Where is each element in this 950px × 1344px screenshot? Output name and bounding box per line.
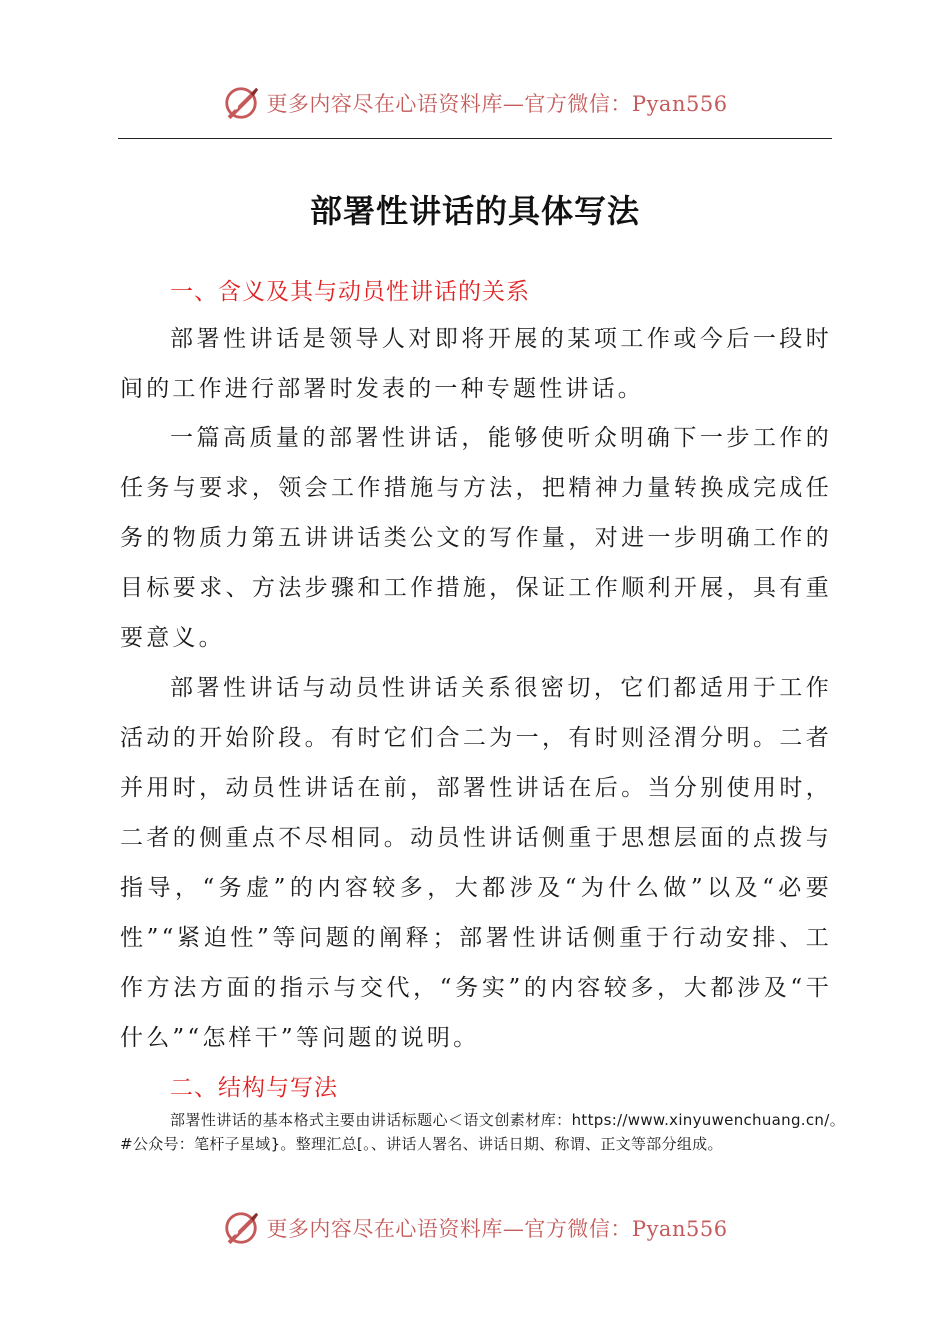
- section-heading-1: 一、含义及其与动员性讲话的关系: [170, 279, 530, 305]
- paragraph: 部署性讲话是领导人对即将开展的某项工作或今后一段时间的工作进行部署时发表的一种专题性讲话。: [120, 326, 832, 402]
- header-rule: [118, 138, 832, 139]
- paragraph: 一篇高质量的部署性讲话，能够使听众明确下一步工作的任务与要求，领会工作措施与方法，把精神力量转换成完成任务的物质力第五讲讲话类公文的写作量，对进一步明确工作的目标要求、方法步骤和工作措施，保证工作顺利开展，具有重要意义。: [120, 425, 832, 651]
- footer-watermark: [0, 1203, 950, 1253]
- header-watermark: [0, 78, 950, 128]
- paragraph-small: 部署性讲话的基本格式主要由讲话标题心＜语文创素材库：https://www.xinyuwenchuang.cn/。#公众号：笔杆子星域}。整理汇总[。、讲话人署名、讲话日期、称谓、正文等部分组成。: [120, 1111, 845, 1153]
- section-heading-2: 二、结构与写法: [170, 1075, 338, 1101]
- watermark-text: 更多内容尽在心语资料库—官方微信：Pyan556: [266, 1217, 728, 1241]
- document-title: 部署性讲话的具体写法: [309, 192, 640, 230]
- paragraph: 部署性讲话与动员性讲话关系很密切，它们都适用于工作活动的开始阶段。有时它们合二为一，有时则泾渭分明。二者并用时，动员性讲话在前，部署性讲话在后。当分别使用时，二者的侧重点不尽相同。动员性讲话侧重于思想层面的点拨与指导，“务虚”的内容较多，大都涉及“为什么做”以及“必要性”“紧迫性”等问题的阐释；部署性讲话侧重于行动安排、工作方法方面的指示与交代，“务实”的内容较多，大都涉及“干什么”“怎样干”等问题的说明。: [120, 675, 832, 1051]
- watermark-text: 更多内容尽在心语资料库—官方微信：Pyan556: [266, 92, 728, 116]
- pen-logo-icon: [222, 84, 260, 122]
- pen-logo-icon: [222, 1209, 260, 1247]
